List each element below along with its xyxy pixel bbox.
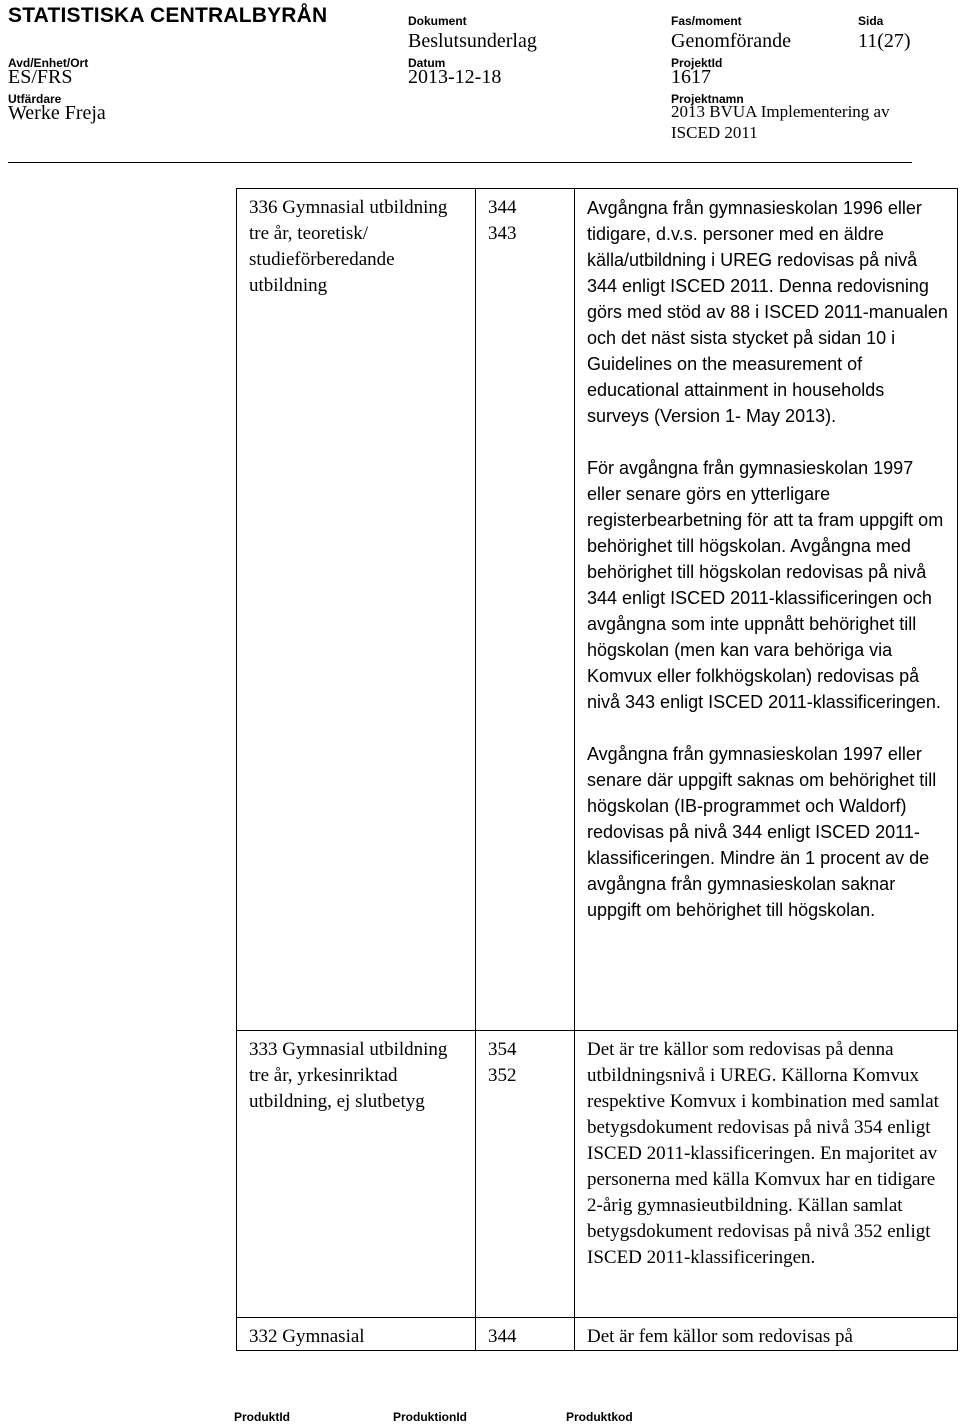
projektnamn-line1: 2013 BVUA Implementering av xyxy=(671,102,890,121)
description-cell xyxy=(575,1031,958,1318)
projektnamn-label: Projektnamn xyxy=(671,92,744,106)
dokument-value: Beslutsunderlag xyxy=(408,30,537,52)
table-row xyxy=(237,1318,958,1351)
projektid-label: ProjektId xyxy=(671,56,723,70)
description-paragraph: Avgångna från gymnasieskolan 1996 eller tidigare, d.v.s. personer med en äldre källa/utbildning i UREG redovisas på nivå 344 enligt ISCED 2011. Denna redovisning görs med stöd av 88 i ISCED 2011-manualen och det näst sista stycket på sidan 10 i Guidelines on the measurement of educational attainment in households surveys (Version 1- May 2013). xyxy=(587,198,948,426)
isced-codes xyxy=(476,189,575,1031)
sida-label: Sida xyxy=(858,14,884,28)
isced-code: 343 xyxy=(488,223,517,244)
dokument-label: Dokument xyxy=(408,14,467,28)
description-paragraph: Det är fem källor som redovisas på xyxy=(587,1326,853,1347)
utfardare-value: Werke Freja xyxy=(8,102,106,124)
footer-produktkod: Produktkod xyxy=(566,1410,633,1424)
avd-label: Avd/Enhet/Ort xyxy=(8,56,89,70)
isced-codes xyxy=(476,1318,575,1351)
description-paragraph: För avgångna från gymnasieskolan 1997 eller senare görs en ytterligare registerbearbetning för att ta fram uppgift om behörighet till högskolan. Avgångna med behörighet till högskolan redovisas på nivå 344 enligt ISCED 2011-klassificeringen och avgångna som inte uppnått behörighet till högskolan (men kan vara behöriga via Komvux eller folkhögskolan) redovisas på nivå 343 enligt ISCED 2011-klassificeringen. xyxy=(587,458,944,712)
description-paragraph: Det är tre källor som redovisas på denna utbildningsnivå i UREG. Källorna Komvux respektive Komvux i kombination med samlat betygsdokument redovisas på nivå 354 enligt ISCED 2011-klassificeringen. En majoritet av personerna med källa Komvux har en tidigare 2-årig gymnasieutbildning. Källan samlat betygsdokument redovisas på nivå 352 enligt ISCED 2011-klassificeringen. xyxy=(587,1039,939,1268)
education-level-name: 336 Gymnasial utbildning tre år, teoretisk/ studieförberedande utbildning xyxy=(237,189,476,1031)
header-divider xyxy=(8,162,912,163)
education-level-name: 332 Gymnasial xyxy=(237,1318,476,1351)
projektid-value: 1617 xyxy=(671,66,711,88)
isced-code: 344 xyxy=(488,1326,517,1347)
datum-value: 2013-12-18 xyxy=(408,66,502,88)
organization-name: STATISTISKA CENTRALBYRÅN xyxy=(8,4,328,27)
isced-code: 352 xyxy=(488,1065,517,1086)
projektnamn-line2: ISCED 2011 xyxy=(671,123,758,142)
description-paragraph: Avgångna från gymnasieskolan 1997 eller senare där uppgift saknas om behörighet till högskolan (IB-programmet och Waldorf) redovisas på nivå 344 enligt ISCED 2011-klassificeringen. Mindre än 1 procent av de avgångna från gymnasieskolan saknar uppgift om behörighet till högskolan. xyxy=(587,744,937,920)
fas-label: Fas/moment xyxy=(671,14,742,28)
footer-produktionid: ProduktionId xyxy=(393,1410,467,1424)
datum-label: Datum xyxy=(408,56,446,70)
document-header xyxy=(0,0,960,170)
sida-value: 11(27) xyxy=(858,30,911,52)
education-level-name: 333 Gymnasial utbildning tre år, yrkesinriktad utbildning, ej slutbetyg xyxy=(237,1031,476,1318)
description-cell xyxy=(575,189,958,1031)
utfardare-label: Utfärdare xyxy=(8,92,62,106)
isced-code: 344 xyxy=(488,197,517,218)
isced-code: 354 xyxy=(488,1039,517,1060)
isced-codes xyxy=(476,1031,575,1318)
avd-value: ES/FRS xyxy=(8,66,73,88)
fas-value: Genomförande xyxy=(671,30,791,52)
table-row xyxy=(237,1031,958,1318)
description-cell xyxy=(575,1318,958,1351)
table-row xyxy=(237,189,958,1031)
footer-produktid: ProduktId xyxy=(234,1410,290,1424)
isced-mapping-table xyxy=(236,188,958,1351)
